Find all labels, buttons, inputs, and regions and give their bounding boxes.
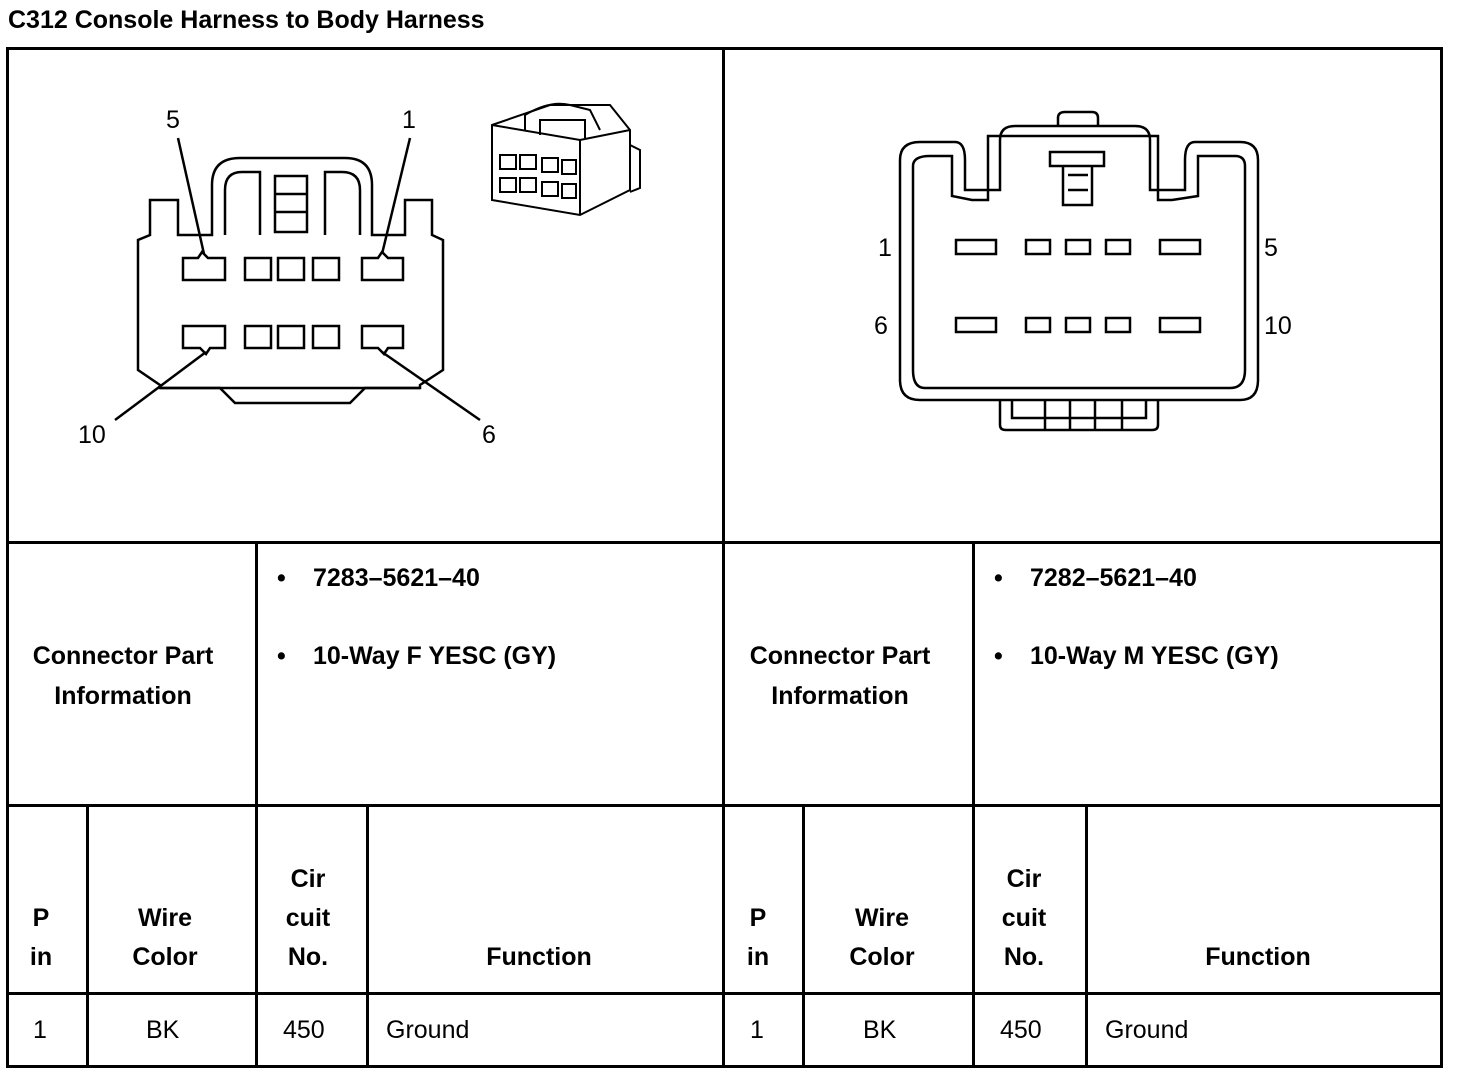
left-col-divider-1 <box>86 804 89 1068</box>
left-col-divider-3 <box>366 804 369 1068</box>
right-row-1-circuit: 450 <box>1000 1016 1042 1044</box>
left-pin-10-label: 10 <box>78 421 106 449</box>
right-header-function: Function <box>1205 943 1311 971</box>
left-part-description: • 10-Way F YESC (GY) <box>277 642 557 670</box>
left-header-function: Function <box>486 943 592 971</box>
right-part-description: • 10-Way M YESC (GY) <box>994 642 1279 670</box>
left-part-info-label: Connector Part Information <box>32 642 214 710</box>
right-connector-diagram <box>860 100 1420 440</box>
left-pin-6-label: 6 <box>482 421 496 449</box>
left-info-divider <box>255 541 258 1068</box>
center-divider <box>722 47 725 1068</box>
left-header-wire-color: Wire Color <box>132 904 198 971</box>
right-info-divider <box>972 541 975 1068</box>
right-header-wire-color: Wire Color <box>849 904 915 971</box>
left-part-number: • 7283–5621–40 <box>277 564 480 592</box>
right-row-1-pin: 1 <box>750 1016 764 1044</box>
right-pin-5-label: 5 <box>1264 234 1278 262</box>
left-row-1-pin: 1 <box>33 1016 47 1044</box>
page-title: C312 Console Harness to Body Harness <box>8 6 485 34</box>
left-pin-1-label: 1 <box>402 106 416 134</box>
right-pin-6-label: 6 <box>874 312 888 340</box>
left-row-1-wire-color: BK <box>146 1016 180 1044</box>
left-header-pin: P in <box>29 904 53 971</box>
right-col-divider-3 <box>1085 804 1088 1068</box>
left-connector-diagram <box>60 90 660 470</box>
right-part-info-label: Connector Part Information <box>749 642 931 710</box>
left-header-circuit: Cir cuit No. <box>285 865 331 971</box>
right-row-1-function: Ground <box>1105 1016 1189 1044</box>
right-row-1-wire-color: BK <box>863 1016 897 1044</box>
right-part-number: • 7282–5621–40 <box>994 564 1197 592</box>
right-pin-1-label: 1 <box>878 234 892 262</box>
left-row-1-circuit: 450 <box>283 1016 325 1044</box>
right-header-pin: P in <box>746 904 770 971</box>
right-col-divider-1 <box>802 804 805 1068</box>
left-pin-5-label: 5 <box>166 106 180 134</box>
right-pin-10-label: 10 <box>1264 312 1292 340</box>
left-row-1-function: Ground <box>386 1016 470 1044</box>
right-header-circuit: Cir cuit No. <box>1001 865 1047 971</box>
